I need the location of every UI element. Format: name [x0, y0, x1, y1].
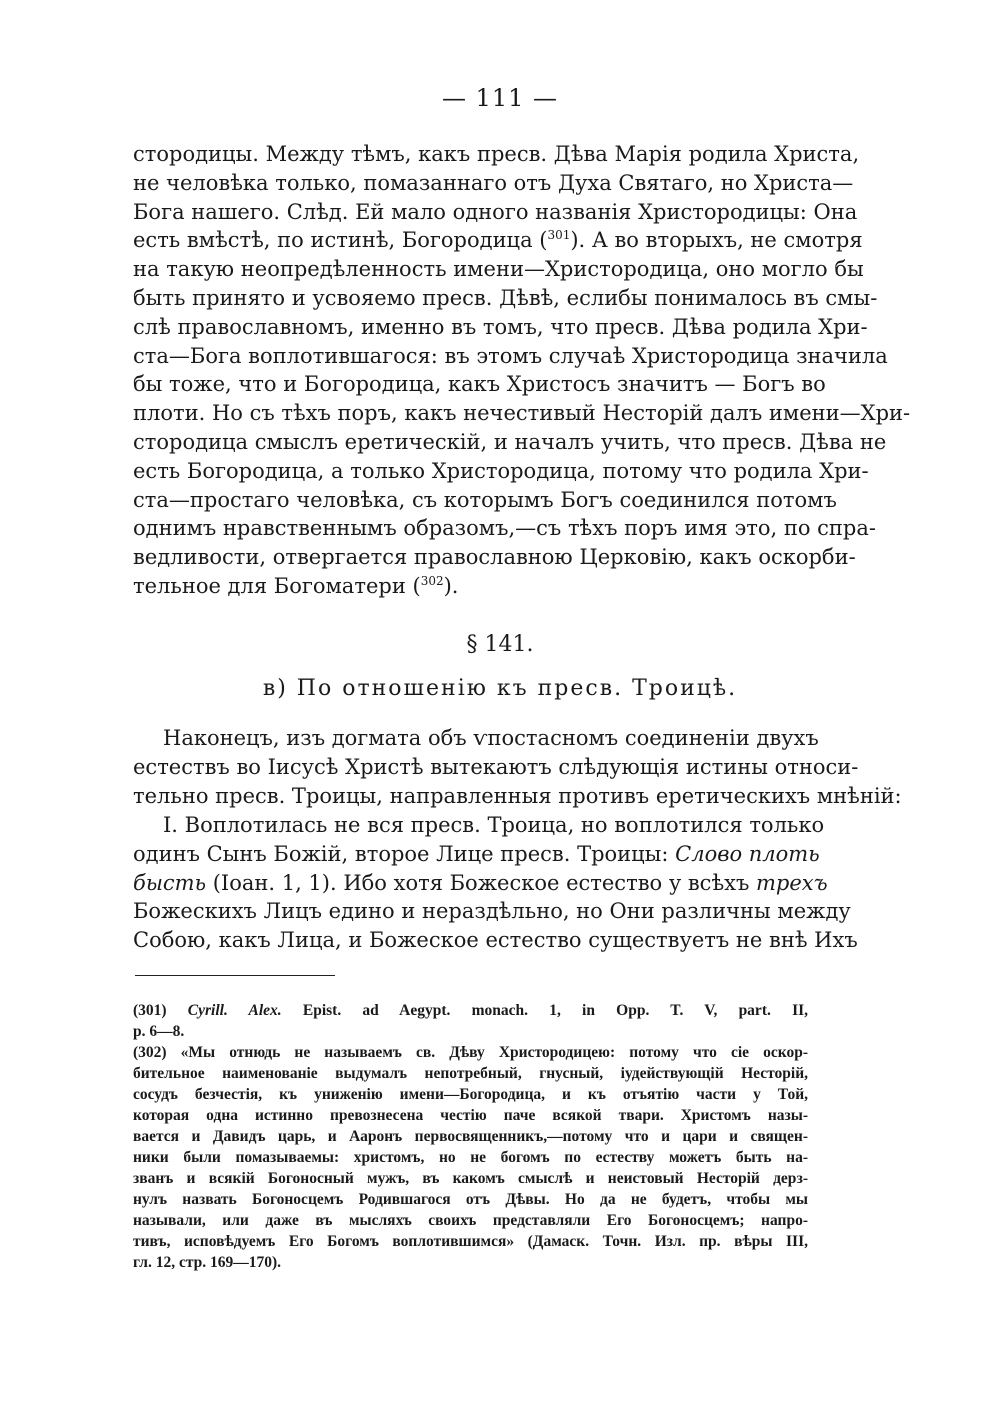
footnote-302-line: гл. 12, стр. 169—170). — [133, 1254, 282, 1271]
text-segment: одинъ Сынъ Божій, второе Лице пресв. Троицы: — [133, 841, 676, 866]
footnote-302-ref: (302) — [133, 1044, 167, 1061]
text-line: тельно пресв. Троицы, направленныя противъ еретическихъ мнѣній: — [133, 783, 902, 808]
quote-italic: бысть — [133, 870, 207, 895]
footnote-ref-301: 301 — [547, 228, 571, 243]
text-line: Наконецъ, изъ догмата объ ѵпостасномъ соединеніи двухъ — [163, 726, 819, 750]
footnote-301-ref: (301) — [133, 1002, 167, 1019]
text-line: стородицы. Между тѣмъ, какъ пресв. Дѣва Марія родила Христа, — [133, 142, 860, 166]
footnote-301-author: Cyrill. Alex. — [187, 1002, 282, 1019]
text-line — [133, 869, 828, 898]
text-line: слѣ православномъ, именно въ томъ, что пресв. Дѣва родила Хри- — [133, 314, 868, 339]
text-line — [133, 840, 820, 869]
text-line: ста—Бога воплотившагося: въ этомъ случаѣ Христородица значила — [133, 343, 888, 368]
footnote-302-line: бительное наименованіе выдумалъ непотребный, гнусный, іудействующій Несторій, — [133, 1065, 808, 1082]
text-line: не человѣка только, помазаннаго отъ Духа Святаго, но Христа— — [133, 170, 854, 195]
text-segment: (Іоан. 1, 1). Ибо хотя Божеское естество у всѣхъ — [206, 870, 756, 895]
text-line: плоти. Но съ тѣхъ поръ, какъ нечестивый Несторій далъ имени—Хри- — [133, 401, 911, 426]
text-line: на такую неопредѣленность имени—Христородица, оно могло бы — [133, 257, 864, 282]
text-line: ведливости, отвергается православною Церковію, какъ оскорби- — [133, 545, 856, 570]
text-line: естествъ во Іисусѣ Христѣ вытекаютъ слѣдующія истины относи- — [133, 754, 859, 779]
section-number: § 141. — [466, 632, 534, 657]
text-segment: есть вмѣстѣ, по истинѣ, Богородица ( — [133, 228, 548, 253]
text-line: I. Воплотилась не вся пресв. Троица, но воплотился только — [163, 813, 825, 837]
text-line: однимъ нравственнымъ образомъ,—съ тѣхъ поръ имя это, по спра- — [133, 516, 876, 541]
quote-italic: Слово плоть — [675, 841, 820, 866]
text-line: Собою, какъ Лица, и Божеское естество существуетъ не внѣ Ихъ — [133, 928, 858, 953]
footnote-302-text: «Мы отнюдь не называемъ св. Дѣву Христородицею: потому что сіе оскор- — [166, 1044, 808, 1061]
text-line: быть принято и усвояемо пресв. Дѣвѣ, еслибы понималось въ смы- — [133, 285, 878, 310]
text-line — [133, 572, 808, 601]
footnote-302-line: которая одна истинно превознесена честію паче всякой твари. Христомъ назы- — [133, 1107, 808, 1124]
paragraph-2 — [133, 724, 902, 810]
text-line: ста—простаго человѣка, съ которымъ Богъ соединился потомъ — [133, 487, 837, 512]
text-line — [133, 226, 863, 255]
paragraph-1 — [133, 140, 911, 601]
text-line: есть Богородица, а только Христородица, потому что родила Хри- — [133, 458, 869, 483]
text-line: стородица смыслъ еретическій, и началъ учить, что пресв. Дѣва не — [133, 429, 887, 454]
page-number: — 111 — — [441, 84, 559, 112]
footnote-302-line: сосудъ безчестія, къ униженію имени—Богородица, и къ отъятію части у Той, — [133, 1086, 808, 1103]
text-line: Бога нашего. Слѣд. Ей мало одного названія Христородицы: Она — [133, 199, 858, 224]
footnote-302-line — [133, 1042, 808, 1063]
section-title: в) По отношенію къ пресв. Троицѣ. — [262, 676, 738, 701]
footnote-302-line: вается и Давидъ царь, и Ааронъ первосвященникъ,—потому что и цари и священ- — [133, 1128, 808, 1145]
text-segment: тельное для Богоматери ( — [133, 573, 421, 598]
footnote-302-line: тивъ, исповѣдуемъ Его Богомъ воплотившимся» (Дамаск. Точн. Изл. пр. вѣры III, — [133, 1233, 808, 1250]
text-line: Божескихъ Лицъ едино и нераздѣльно, но Они различны между — [133, 899, 851, 924]
footnote-ref-302: 302 — [420, 573, 444, 588]
emphasis-italic: трехъ — [756, 870, 828, 895]
footnote-301-text: Epist. ad Aegypt. monach. 1, in Opp. T. V, part. II, — [281, 1002, 809, 1019]
footnote-301-line — [133, 1000, 808, 1021]
footnote-302-line: нулъ назвать Богоносцемъ Родившагося отъ Дѣвы. Но да не будетъ, чтобы мы — [133, 1191, 808, 1208]
text-segment: ). А во вторыхъ, не смотря — [570, 228, 863, 253]
footnotes — [133, 1000, 808, 1273]
footnote-302-line: ники были помазываемы: христомъ, но не богомъ по естеству можетъ быть на- — [133, 1149, 808, 1166]
footnote-302-line: званъ и всякій Богоносный мужъ, въ какомъ смыслѣ и неистовый Несторій дерз- — [133, 1170, 808, 1187]
paragraph-3 — [133, 811, 858, 955]
footnote-301-line: p. 6—8. — [133, 1023, 185, 1040]
footnote-302-line: называли, или даже въ мысляхъ своихъ представляли Его Богоносцемъ; напро- — [133, 1212, 808, 1229]
text-line: бы тоже, что и Богородица, какъ Христосъ значитъ — Богъ во — [133, 372, 826, 397]
footnote-divider — [135, 975, 335, 976]
text-segment: ). — [443, 573, 459, 598]
